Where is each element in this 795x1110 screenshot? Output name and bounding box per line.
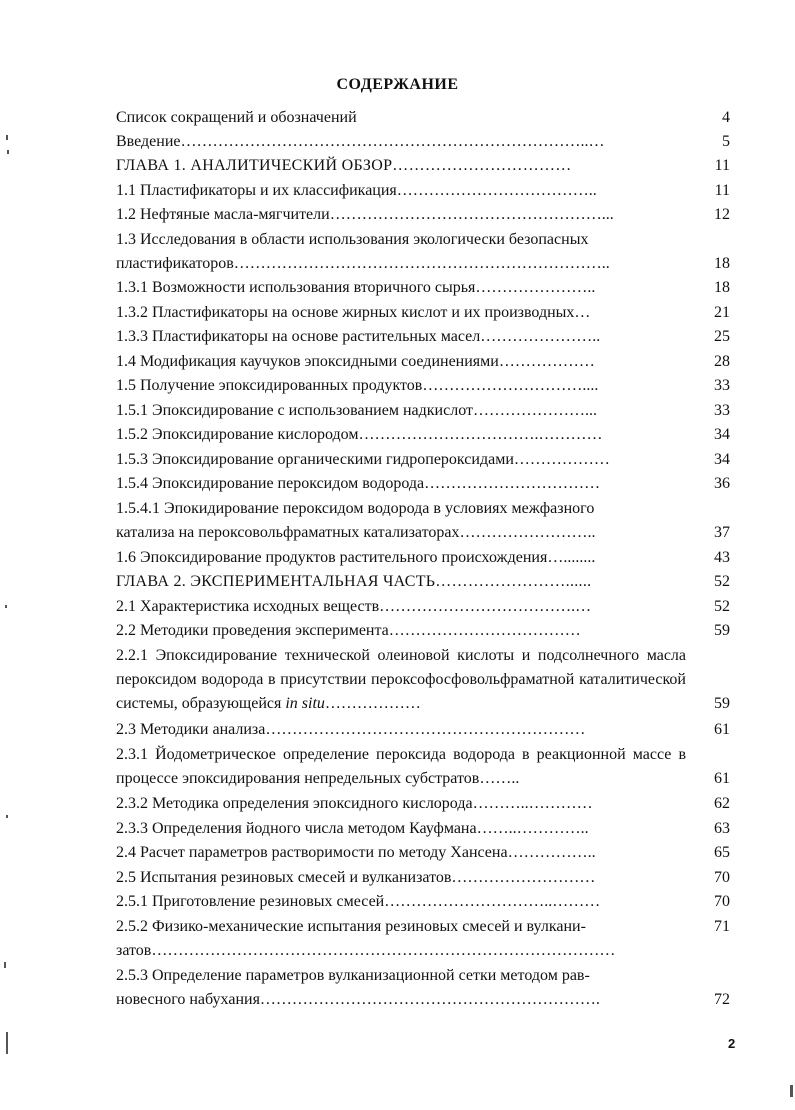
toc-entry: 2.5.2 Физико-механические испытания резиновых смесей и вулкани-: [116, 918, 586, 935]
toc-entry-italic: in situ: [285, 695, 325, 712]
toc-entry: 1.5.4 Эпоксидирование пероксидом водорода……………………………: [116, 475, 601, 492]
scan-speck: [6, 1032, 8, 1054]
toc-page-number: 18: [714, 279, 730, 296]
toc-page-number: 72: [714, 991, 730, 1008]
toc-page-number: 11: [714, 182, 730, 199]
toc-entry: 2.5.1 Приготовление резиновых смесей…………………………..………: [116, 893, 601, 910]
toc-page-number: 33: [714, 377, 730, 394]
toc-page-number: 61: [714, 770, 730, 787]
scan-speck: [7, 150, 9, 154]
toc-entry: 1.3.3 Пластификаторы на основе растительных масел…………………..: [116, 328, 601, 345]
toc-entry: 1.5.1 Эпоксидирование с использованием надкислот…………………...: [116, 402, 597, 419]
scan-speck: [790, 1085, 793, 1097]
toc-page-number: 61: [714, 721, 730, 738]
toc-entry: 1.5.3 Эпоксидирование органическими гидропероксидами………………: [116, 451, 610, 468]
toc-page-number: 37: [714, 524, 730, 541]
toc-entry-multiline: [116, 644, 686, 716]
toc-entry: 1.1 Пластификаторы и их классификация………………………………..: [116, 182, 597, 199]
toc-entry: пластификаторов……………………………………………………………..: [116, 255, 610, 272]
toc-page-number: 52: [714, 573, 730, 590]
toc-page-number: 12: [714, 206, 730, 223]
toc-entry: 2.1 Характеристика исходных веществ……………………………….…: [116, 598, 592, 615]
toc-entry: 1.3 Исследования в области использования экологически безопасных: [116, 231, 589, 248]
toc-entry: 2.3.3 Определения йодного числа методом Кауфмана……..…………..: [116, 820, 589, 837]
toc-page-number: 70: [714, 893, 730, 910]
toc-entry: 2.5 Испытания резиновых смесей и вулканизатов………………………: [116, 869, 596, 886]
toc-entry: 2.3.2 Методика определения эпоксидного кислорода………..…………: [116, 795, 593, 812]
toc-entry: затов……………………………………………………………………………: [116, 942, 616, 959]
toc-entry: 1.5 Получение эпоксидированных продуктов…………………………....: [116, 377, 599, 394]
toc-page-number: 25: [714, 328, 730, 345]
toc-entry-leader: ………………: [324, 695, 421, 712]
toc-chapter: ГЛАВА 1. АНАЛИТИЧЕСКИЙ ОБЗОР……………………………: [116, 157, 572, 174]
toc-page-number: 34: [714, 451, 730, 468]
toc-page-number: 52: [714, 598, 730, 615]
toc-entry: новесного набухания……………………………………………………….: [116, 991, 600, 1008]
page-number: 2: [728, 1036, 736, 1051]
toc-entry: Введение…………………………………………………………………..…: [116, 133, 605, 150]
scan-speck: [6, 135, 8, 140]
toc-page-number: 70: [714, 869, 730, 886]
toc-entry: 2.4 Расчет параметров растворимости по методу Хансена……………..: [116, 844, 596, 861]
toc-page-number: 28: [714, 353, 730, 370]
toc-page-number: 59: [714, 695, 730, 712]
toc-entry: 1.3.1 Возможности использования вторичного сырья…………………..: [116, 279, 596, 296]
toc-entry: 2.3 Методики анализа……………………………………………………: [116, 721, 586, 738]
toc-page-number: 4: [722, 109, 730, 126]
toc-page-number: 34: [714, 426, 730, 443]
toc-entry: 1.5.4.1 Эпокидирование пероксидом водорода в условиях межфазного: [116, 500, 595, 517]
toc-page-number: 11: [714, 157, 730, 174]
toc-entry: 1.6 Эпоксидирование продуктов растительного происхождения…........: [116, 549, 596, 566]
toc-page-number: 33: [714, 402, 730, 419]
toc-entry: 1.5.2 Эпоксидирование кислородом…………………………….…………: [116, 426, 603, 443]
toc-entry: 2.2 Методики проведения эксперимента………………………………: [116, 622, 581, 639]
toc-page-number: 21: [714, 304, 730, 321]
toc-entry: 1.2 Нефтяные масла-мягчители……………………………………………...: [116, 206, 614, 223]
toc-page-number: 5: [722, 133, 730, 150]
toc-page-number: 63: [714, 820, 730, 837]
toc-chapter: ГЛАВА 2. ЭКСПЕРИМЕНТАЛЬНАЯ ЧАСТЬ……………………......: [116, 573, 592, 590]
toc-entry-multiline: 2.3.1 Йодометрическое определение пероксида водорода в реакционной массе в процессе эпоксидирования непредельных субстратов……..: [116, 746, 686, 787]
toc-entry-text: 2.2.1 Эпоксидирование технической олеиновой кислоты и подсолнечного масла пероксидом водорода в присутствии пероксофосфовольфраматной каталитической системы, образующейся: [116, 647, 686, 712]
scan-speck: [6, 815, 8, 818]
toc-entry: 2.5.3 Определение параметров вулканизационной сетки методом рав-: [116, 967, 590, 984]
toc-page-number: 59: [714, 622, 730, 639]
toc-entry: 1.3.2 Пластификаторы на основе жирных кислот и их производных…: [116, 304, 591, 321]
toc-page-number: 65: [714, 844, 730, 861]
toc-page-number: 62: [714, 795, 730, 812]
page-title: СОДЕРЖАНИЕ: [336, 76, 459, 93]
toc-entry: катализа на пероксовольфраматных катализаторах……………………..: [116, 524, 596, 541]
toc-page-number: 43: [714, 549, 730, 566]
toc-page-number: 36: [714, 475, 730, 492]
scan-speck: [5, 605, 7, 608]
toc-entry: 1.4 Модификация каучуков эпоксидными соединениями………………: [116, 353, 595, 370]
toc-entry: Список сокращений и обозначений: [116, 109, 357, 126]
toc-page-number: 71: [714, 918, 730, 935]
toc-page-number: 18: [714, 255, 730, 272]
scan-speck: [4, 962, 6, 968]
